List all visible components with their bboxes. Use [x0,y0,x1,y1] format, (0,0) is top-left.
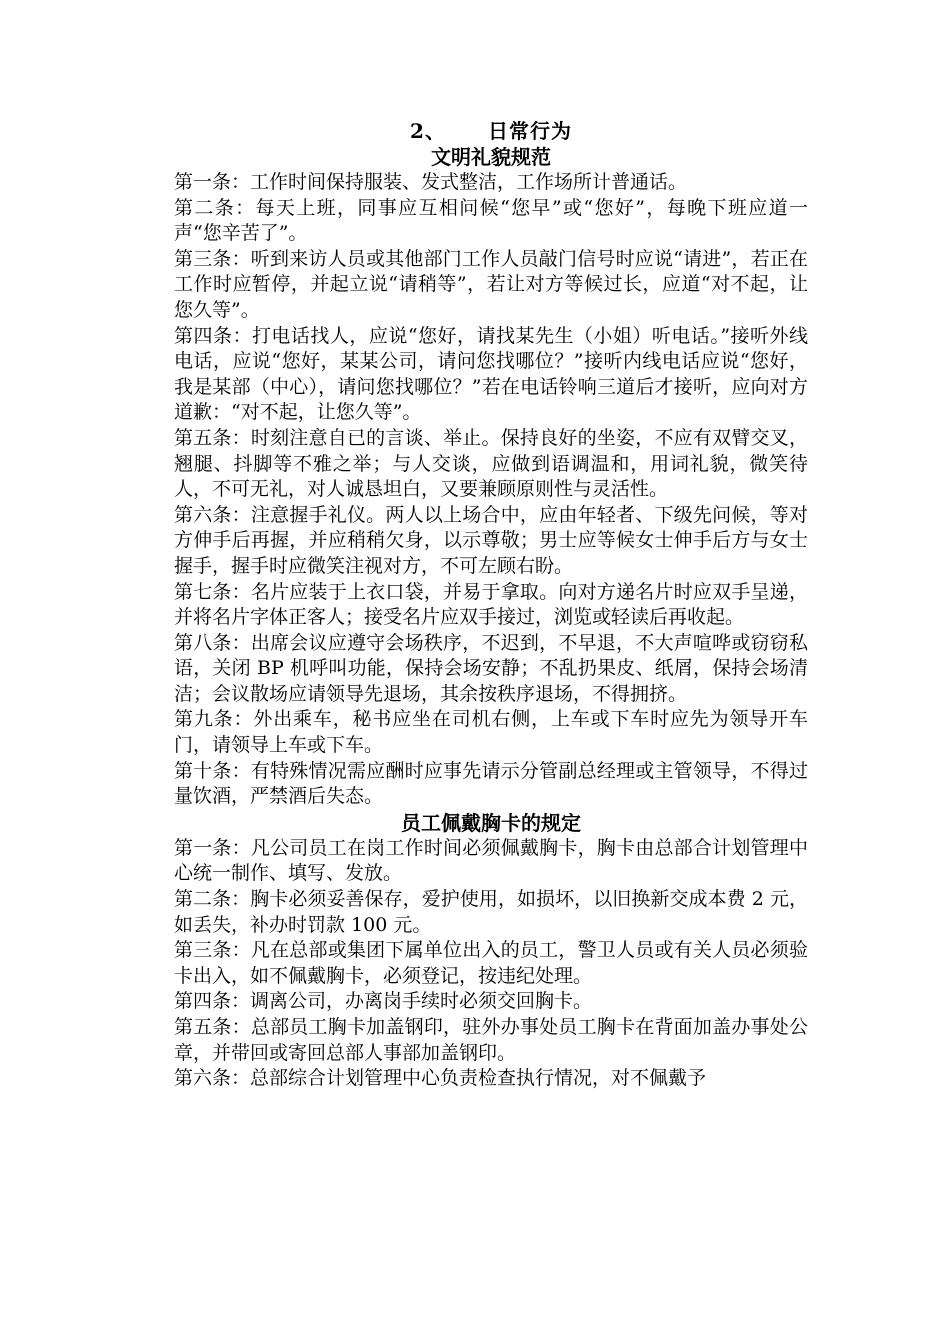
section-title-etiquette: 文明礼貌规范 [431,145,551,169]
section-badge [174,836,808,1092]
section-etiquette [174,170,808,810]
etiquette-article-2: 第二条：每天上班，同事应互相问候“您早”或“您好”，每晚下班应道一声“您辛苦了”。 [174,196,808,245]
etiquette-article-7: 第七条：名片应装于上衣口袋，并易于拿取。向对方递名片时应双手呈递，并将名片字体正客人；接受名片应双手接过，浏览或轻读后再收起。 [174,580,808,629]
badge-article-6: 第六条：总部综合计划管理中心负责检查执行情况，对不佩戴予 [174,1067,707,1090]
badge-article-2: 第二条：胸卡必须妥善保存，爱护使用，如损坏，以旧换新交成本费 2 元，如丢失，补办时罚款 100 元。 [174,888,808,936]
badge-article-4: 第四条：调离公司，办离岗手续时必须交回胸卡。 [174,990,593,1013]
etiquette-article-10: 第十条：有特殊情况需应酬时应事先请示分管副总经理或主管领导，不得过量饮酒，严禁酒后失态。 [174,759,808,808]
etiquette-article-6: 第六条：注意握手礼仪。两人以上场合中，应由年轻者、下级先问候，等对方伸手后再握，并应稍稍欠身，以示尊敬；男士应等候女士伸手后方与女士握手，握手时应微笑注视对方，不可左顾右盼。 [174,503,808,577]
etiquette-article-8: 第八条：出席会议应遵守会场秩序，不迟到，不早退，不大声喧哗或窃窃私语，关闭 BP 机呼叫功能，保持会场安静；不乱扔果皮、纸屑，保持会场清洁；会议散场应请领导先退场，其余按秩序退场，不得拥挤。 [174,631,808,705]
etiquette-article-5: 第五条：时刻注意自已的言谈、举止。保持良好的坐姿，不应有双臂交叉，翘腿、抖脚等不雅之举；与人交谈，应做到语调温和，用词礼貌，微笑待人，不可无礼，对人诚恳坦白，又要兼顾原则性与灵活性。 [174,426,808,501]
badge-article-5: 第五条：总部员工胸卡加盖钢印，驻外办事处员工胸卡在背面加盖办事处公章，并带回或寄回总部人事部加盖钢印。 [174,1016,808,1064]
badge-article-3: 第三条：凡在总部或集团下属单位出入的员工，警卫人员或有关人员必须验卡出入，如不佩戴胸卡，必须登记，按违纪处理。 [174,939,808,987]
etiquette-article-3: 第三条：听到来访人员或其他部门工作人员敲门信号时应说“请进”，若正在工作时应暂停，并起立说“请稍等”，若让对方等候过长，应道“对不起，让您久等”。 [174,247,808,321]
etiquette-article-9: 第九条：外出乘车，秘书应坐在司机右侧，上车或下车时应先为领导开车门，请领导上车或下车。 [174,708,808,757]
heading-text: 日常行为 [487,119,572,143]
etiquette-article-4: 第四条：打电话找人，应说“您好，请找某先生（小姐）听电话。”接听外线电话，应说“您好，某某公司，请问您找哪位？”接听内线电话应说“您好，我是某部（中心），请问您找哪位？”若在电话铃响三道后才接听，应向对方道歉：“对不起，让您久等”。 [174,324,808,424]
etiquette-article-1: 第一条：工作时间保持服装、发式整洁，工作场所计普通话。 [174,171,688,193]
document-body [174,118,808,1092]
section-title-badge: 员工佩戴胸卡的规定 [401,810,581,835]
main-heading [174,118,808,144]
badge-article-1: 第一条：凡公司员工在岗工作时间必须佩戴胸卡，胸卡由总部合计划管理中心统一制作、填写、发放。 [174,836,808,885]
heading-number: 2、 [410,119,446,143]
